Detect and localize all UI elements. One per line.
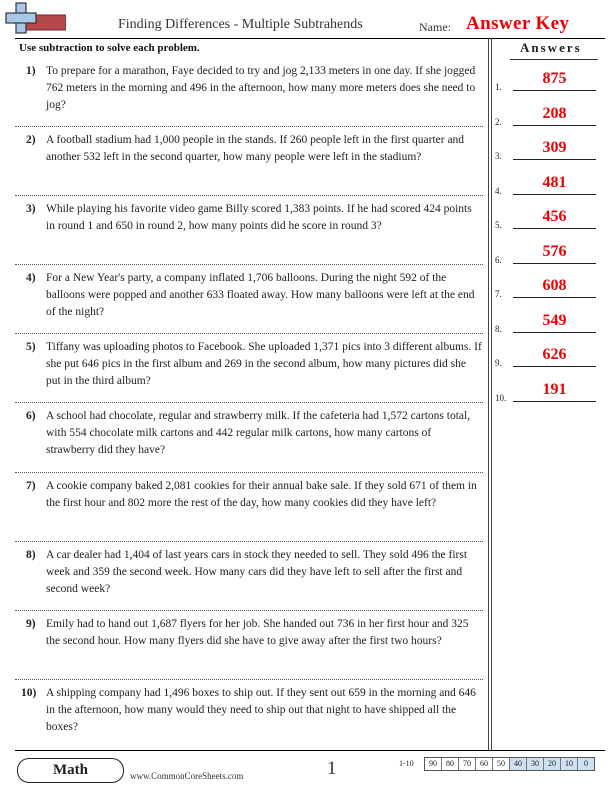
website-label: www.CommonCoreSheets.com	[130, 771, 244, 781]
answer-line	[513, 401, 596, 402]
answer-value: 309	[542, 139, 567, 156]
worksheet-title: Finding Differences - Multiple Subtrahends	[118, 17, 363, 32]
problem-divider	[15, 541, 483, 542]
problem-divider	[15, 610, 483, 611]
answer-line	[513, 263, 596, 264]
problem-number: 9)	[26, 618, 36, 630]
problem-4	[21, 270, 483, 321]
problem-text: A school had chocolate, regular and strawberry milk. If the cafeteria had 1,572 cartons total, with 554 chocolate milk cartons and 442 regular milk cartons, how many cartons of strawberry did they have?	[46, 410, 471, 456]
problem-text: While playing his favorite video game Billy scored 1,383 points. If he had scored 424 points in round 1 and 650 in round 2, how many points did he score in round 3?	[46, 203, 472, 232]
problem-5	[21, 339, 483, 390]
answer-line	[513, 194, 596, 195]
problem-number: 2)	[26, 134, 36, 146]
answer-value: 875	[542, 70, 567, 87]
answer-line	[513, 366, 596, 367]
answer-line	[513, 297, 596, 298]
plus-logo-icon	[4, 2, 66, 34]
answer-key-label: Answer Key	[466, 13, 570, 34]
answer-number: 3.	[495, 151, 502, 161]
problem-number: 4)	[26, 272, 36, 284]
problem-number: 10)	[21, 687, 37, 699]
problem-text: A shipping company had 1,496 boxes to ship out. If they sent out 659 in the morning and 646 in the afternoon, how many would they need to ship out that night to have shipped all the boxes?	[46, 687, 476, 733]
score-cell: 50	[492, 758, 509, 770]
problem-divider	[15, 264, 483, 265]
answer-value: 608	[542, 277, 567, 294]
answer-value: 456	[542, 208, 567, 225]
answer-column-border	[491, 38, 492, 750]
answer-number: 10.	[495, 393, 507, 403]
problem-number: 7)	[26, 480, 36, 492]
problem-text: Emily had to hand out 1,687 flyers for her job. She handed out 736 in her first hour and 325 the second hour. How many flyers did she have to give away after the first two hours?	[46, 618, 469, 647]
problem-9	[21, 616, 483, 650]
score-cell: 40	[509, 758, 526, 770]
problem-divider	[15, 333, 483, 334]
problem-7	[21, 478, 483, 512]
problem-text: A cookie company baked 2,081 cookies for their annual bake sale. If they sold 671 of them in the first hour and 802 more the rest of the day, how many cookies did they have left?	[46, 480, 477, 509]
problem-10	[21, 685, 483, 736]
page-number: 1	[327, 758, 337, 779]
score-cell: 80	[441, 758, 458, 770]
header-rule	[15, 38, 605, 39]
problem-divider	[15, 195, 483, 196]
answer-column-border	[488, 38, 489, 750]
score-cell: 70	[458, 758, 475, 770]
answer-value: 626	[542, 346, 567, 363]
problem-text: To prepare for a marathon, Faye decided to try and jog 2,133 meters in one day. If she jogged 762 meters in the morning and 496 in the afternoon, how many more meters does she need to jog?	[46, 65, 476, 111]
problem-text: For a New Year's party, a company inflated 1,706 balloons. During the night 592 of the balloons were popped and another 633 floated away. How many balloons were left at the end of the night?	[46, 272, 475, 318]
problem-text: A football stadium had 1,000 people in the stands. If 260 people left in the first quarter and another 532 left in the second quarter, how many people were left in the stadium?	[46, 134, 465, 163]
score-range-label: 1-10	[399, 759, 414, 768]
footer-rule	[15, 750, 605, 751]
answer-number: 7.	[495, 289, 502, 299]
score-cell: 0	[577, 758, 594, 770]
score-table	[424, 757, 595, 771]
instructions: Use subtraction to solve each problem.	[19, 42, 200, 54]
answer-line	[513, 159, 596, 160]
problem-text: Tiffany was uploading photos to Facebook. She uploaded 1,371 pics into 3 different albums. If she put 646 pics in the first album and 269 in the second album, how many pictures did she put in the third album?	[46, 341, 482, 387]
name-label: Name:	[419, 20, 451, 34]
problem-1	[21, 63, 483, 114]
answer-number: 5.	[495, 220, 502, 230]
problem-number: 8)	[26, 549, 36, 561]
subject-badge: Math	[17, 758, 124, 783]
problem-2	[21, 132, 483, 166]
answer-line	[513, 228, 596, 229]
score-cell: 20	[543, 758, 560, 770]
problem-divider	[15, 472, 483, 473]
answer-value: 481	[542, 174, 567, 191]
problem-6	[21, 408, 483, 459]
answers-heading: Answers	[520, 40, 582, 55]
problem-number: 5)	[26, 341, 36, 353]
problem-divider	[15, 679, 483, 680]
answer-line	[513, 125, 596, 126]
problem-number: 1)	[26, 65, 36, 77]
answer-number: 9.	[495, 358, 502, 368]
answer-number: 2.	[495, 117, 502, 127]
problem-divider	[15, 126, 483, 127]
answer-number: 1.	[495, 82, 502, 92]
answer-line	[513, 332, 596, 333]
answer-value: 208	[542, 105, 567, 122]
problem-3	[21, 201, 483, 235]
problem-number: 6)	[26, 410, 36, 422]
score-cell: 30	[526, 758, 543, 770]
problem-8	[21, 547, 483, 598]
answer-value: 549	[542, 312, 567, 329]
answer-line	[513, 90, 596, 91]
answer-value: 191	[542, 381, 567, 398]
answer-number: 6.	[495, 255, 502, 265]
answer-number: 4.	[495, 186, 502, 196]
answer-number: 8.	[495, 324, 502, 334]
answer-value: 576	[542, 243, 567, 260]
score-cell: 10	[560, 758, 577, 770]
answers-heading-rule	[510, 59, 598, 60]
problem-text: A car dealer had 1,404 of last years cars in stock they needed to sell. They sold 496 the first week and 359 the second week. How many cars did they have left to sell after the first and second week?	[46, 549, 468, 595]
problem-divider	[15, 402, 483, 403]
problem-number: 3)	[26, 203, 36, 215]
score-cell: 60	[475, 758, 492, 770]
score-cell: 90	[429, 759, 437, 768]
